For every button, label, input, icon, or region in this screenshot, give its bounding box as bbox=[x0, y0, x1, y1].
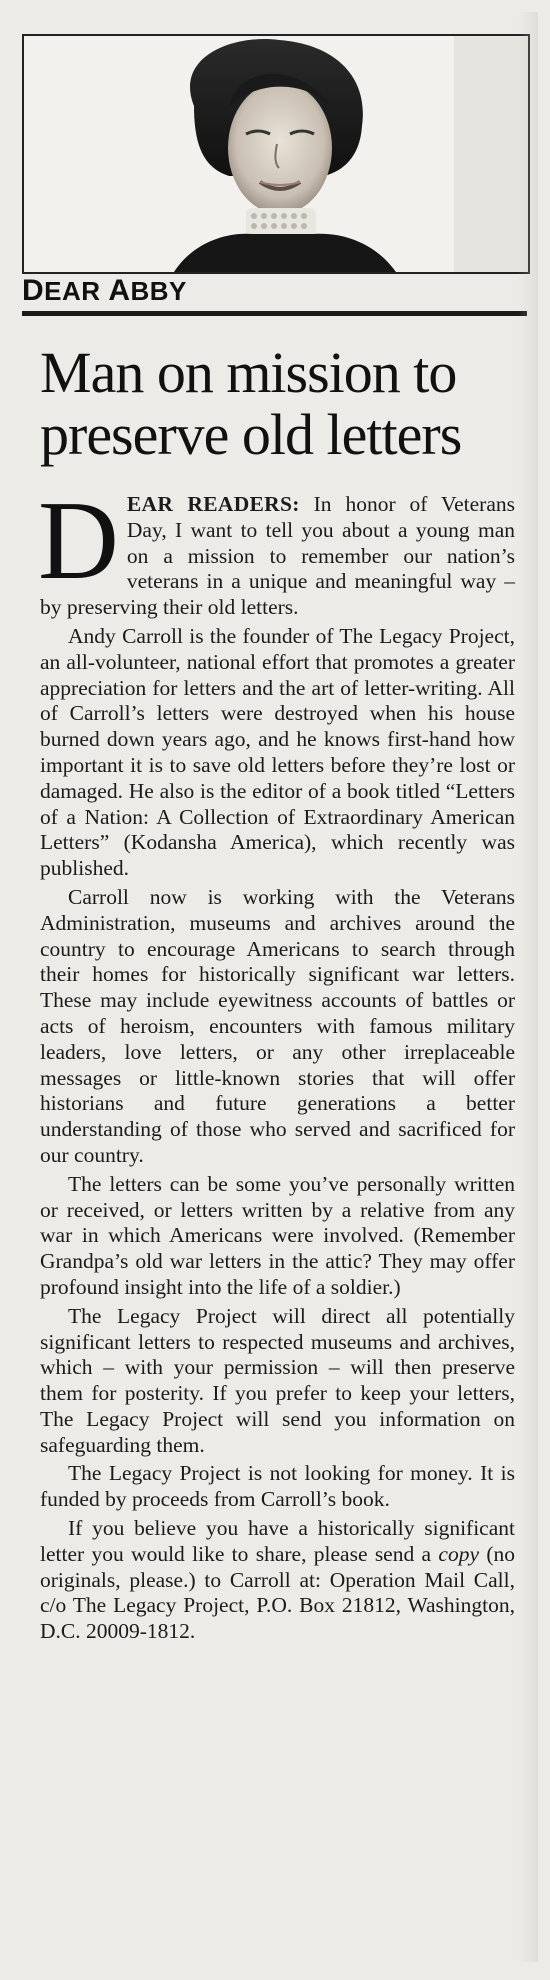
paragraph-7-after: (no originals, please.) to Carroll at: Operation Mail Call, c/o The Legacy Project, P.O. Box 21812, Washington, D.C. 20009-1812. bbox=[40, 1541, 515, 1644]
newspaper-clipping bbox=[10, 12, 540, 1962]
paragraph-2: Andy Carroll is the founder of The Legacy Project, an all-volunteer, national effort that promotes a greater appreciation for letters and the art of letter-writing. All of Carroll’s letters were destroyed when his house burned down years ago, and he knows first-hand how important it is to save old letters before they’re lost or damaged. He also is the editor of a book titled “Letters of a Nation: A Collection of Extraordinary American Letters” (Kodansha America), which recently was published. bbox=[40, 623, 515, 881]
paragraph-7 bbox=[40, 1516, 515, 1645]
paragraph-6: The Legacy Project is not looking for money. It is funded by proceeds from Carroll’s book. bbox=[40, 1461, 515, 1512]
columnist-photo bbox=[22, 34, 530, 274]
paragraph-1 bbox=[38, 479, 515, 621]
column-label-initial-2: A bbox=[108, 274, 131, 307]
paragraph-5: The Legacy Project will direct all potentially significant letters to respected museums and archives, which – with your permission – will then preserve them for posterity. If you prefer to keep your letters, The Legacy Project will send you information on safeguarding them. bbox=[40, 1303, 515, 1457]
drop-cap: D bbox=[38, 479, 119, 603]
paragraph-7-emphasis: copy bbox=[438, 1541, 479, 1566]
column-label bbox=[22, 274, 187, 308]
lead-in: EAR READERS: bbox=[126, 492, 300, 516]
article-body bbox=[38, 479, 515, 1648]
column-label-rest-2: BBY bbox=[130, 276, 187, 306]
headline: Man on mission to preserve old letters bbox=[40, 340, 462, 467]
paragraph-4: The letters can be some you’ve personally written or received, or letters written by a relative from any war in which Americans were involved. (Remember Grandpa’s old war letters in the attic? They may offer profound insight into the life of a soldier.) bbox=[40, 1171, 515, 1299]
portrait-illustration bbox=[24, 36, 528, 272]
column-label-initial-1: D bbox=[22, 274, 45, 307]
paragraph-3: Carroll now is working with the Veterans Administration, museums and archives around the country to encourage Americans to search through their homes for historically significant war letters. These may include eyewitness accounts of battles or acts of heroism, encounters with famous military leaders, love letters, or any other irreplaceable messages or little-known stories that will offer historians and future generations a better understanding of those who served and sacrificed for our country. bbox=[40, 884, 515, 1167]
column-label-rest-1: EAR bbox=[44, 276, 101, 306]
paragraph-7-before: If you believe you have a historically significant letter you would like to share, please send a bbox=[40, 1516, 515, 1566]
adjacent-column-bleed bbox=[518, 12, 538, 1962]
column-rule bbox=[22, 311, 527, 316]
paragraph-1-text: In honor of Veterans Day, I want to tell you about a young man on a mission to remember our nation’s veterans in a unique and meaningful way – by preserving their old letters. bbox=[40, 492, 515, 620]
